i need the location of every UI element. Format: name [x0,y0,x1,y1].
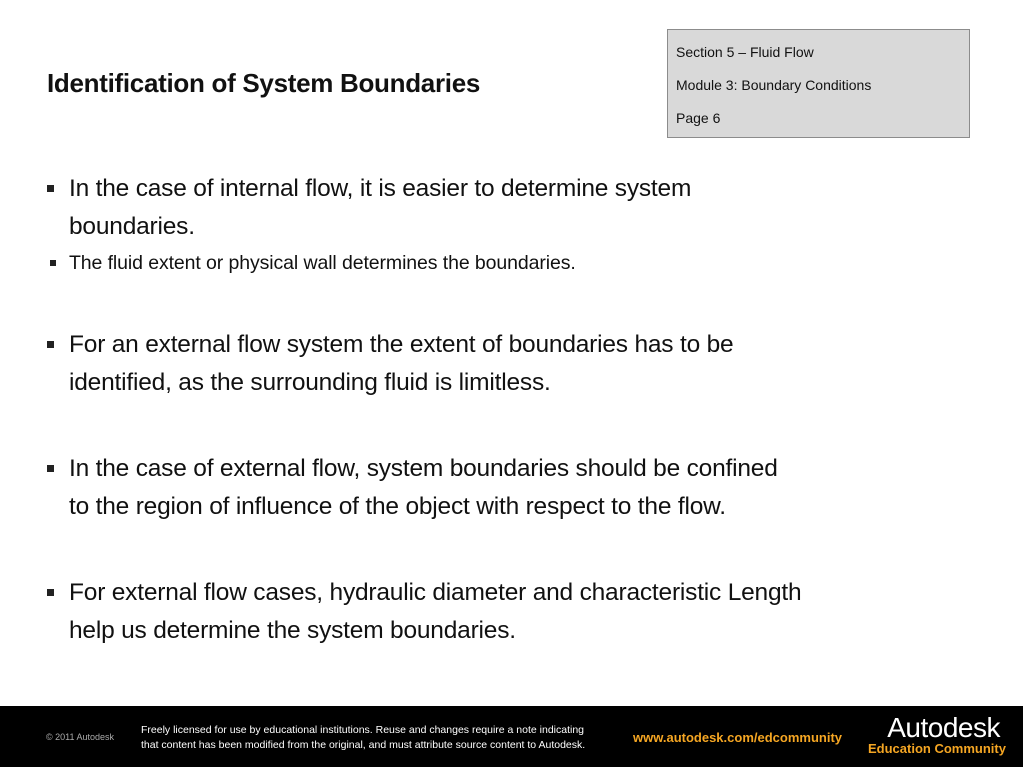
edcommunity-link[interactable]: www.autodesk.com/edcommunity [633,730,843,745]
bullet-marker [47,341,54,348]
license-line: that content has been modified from the original, and must attribute source content to Autodesk. [141,739,586,751]
sub-bullet-item [47,248,987,278]
bullet-text-line: In the case of internal flow, it is easier to determine system [69,175,692,202]
sub-bullet-text: The fluid extent or physical wall determines the boundaries. [69,252,576,274]
bullet-item [47,574,987,650]
autodesk-logo [868,712,1006,756]
module-label: Module 3: Boundary Conditions [676,77,872,93]
section-label: Section 5 – Fluid Flow [676,44,814,60]
license-line: Freely licensed for use by educational institutions. Reuse and changes require a note indicating [141,724,585,736]
bullet-item [47,450,987,526]
bullet-marker [47,589,54,596]
bullet-list [47,170,987,650]
bullet-text-line: boundaries. [69,213,195,240]
bullet-marker [47,465,54,472]
slide-title: Identification of System Boundaries [47,68,481,98]
bullet-text-line: For an external flow system the extent of boundaries has to be [69,331,734,358]
footer-bar [0,706,1023,767]
bullet-item [47,170,987,246]
sub-bullet-marker [50,260,56,266]
bullet-text-line: to the region of influence of the object with respect to the flow. [69,493,726,520]
bullet-text-line: identified, as the surrounding fluid is limitless. [69,369,551,396]
bullet-marker [47,185,54,192]
license-text [141,723,585,753]
brand-name: Autodesk [887,712,1000,743]
bullet-item [47,326,987,402]
bullet-text-line: For external flow cases, hydraulic diameter and characteristic Length [69,579,802,606]
copyright-text: © 2011 Autodesk [46,732,115,742]
bullet-text-line: help us determine the system boundaries. [69,617,516,644]
section-info-box [667,29,970,138]
brand-subtitle: Education Community [868,741,1006,756]
bullet-text-line: In the case of external flow, system boundaries should be confined [69,455,778,482]
page-label: Page 6 [676,110,721,126]
